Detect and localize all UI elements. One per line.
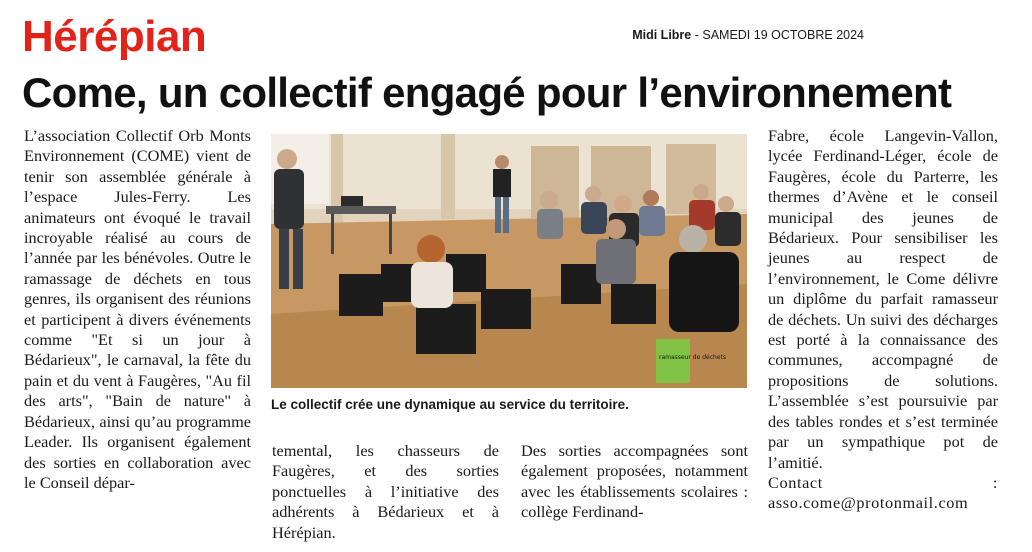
banner-text: ramasseur de déchets <box>659 354 726 361</box>
contact-line: Contact : asso.come@protonmail.com <box>768 472 998 513</box>
article-column-2 <box>272 441 499 543</box>
paragraph-4: Fabre, école Langevin-Vallon, lycée Ferdinand-Léger, école de Faugères, école du Parterre, les thermes d’Avène et le conseil municipal des jeunes de Bédarieux. Pour sensibiliser les jeunes au respect de l’environnement, le Come délivre un diplôme du parfait ramasseur de déchets. Un suivi des décharges est porté à la connaissance des communes, accompagné de propositions de solutions. L’assemblée s’est poursuivie par des tables rondes et s’est terminée par un sympathique pot de l’amitié. <box>768 126 998 472</box>
publication-date: - SAMEDI 19 OCTOBRE 2024 <box>691 28 864 42</box>
article-column-4 <box>768 126 998 514</box>
town-name: Hérépian <box>22 12 207 61</box>
photo-caption: Le collectif crée une dynamique au service du territoire. <box>271 397 629 412</box>
article-column-3 <box>521 441 748 523</box>
paragraph-1: L’association Collectif Orb Monts Environnement (COME) vient de tenir son assemblée générale à l’espace Jules-Ferry. Les animateurs ont évoqué le travail incroyable réalisé au cours de l’année par les bénévoles. Outre le ramassage de déchets en tous genres, ils organisent des réunions et participent à divers événements comme "Et si un jour à Bédarieux", le carnaval, la fête du pain et du vent à Faugères, "Au fil des arts", "Bain de nature" à Bédarieux, ainsi qu’au programme Leader. Ils organisent également des sorties en collaboration avec le Conseil dépar- <box>24 126 251 492</box>
paragraph-2: temental, les chasseurs de Faugères, et des sorties ponctuelles à l’initiative des adhérents à Bédarieux et à Hérépian. <box>272 441 499 542</box>
article-photo <box>271 134 747 388</box>
publication-name: Midi Libre <box>632 28 692 42</box>
meeting-hall-illustration <box>271 134 747 388</box>
headline: Come, un collectif engagé pour l’environnement <box>22 69 952 116</box>
article-column-1 <box>24 126 251 493</box>
masthead <box>632 28 864 42</box>
paragraph-3: Des sorties accompagnées sont également proposées, notamment avec les établissements scolaires : collège Ferdinand- <box>521 441 748 522</box>
